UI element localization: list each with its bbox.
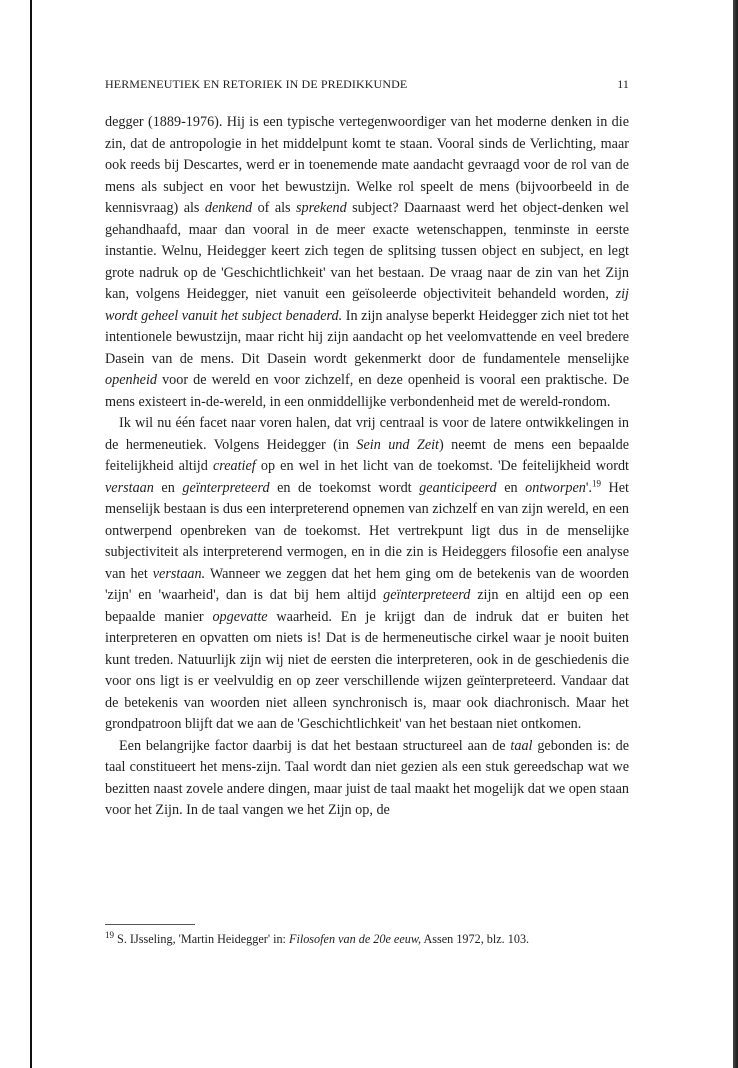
footnote-marker: 19: [591, 477, 601, 488]
italic-text: geanticipeerd: [419, 479, 497, 496]
text-run: waarheid. En je krijgt dan de indruk dat er buiten het interpreteren en opvatten om niets is! Dat is de hermeneutische cirkel waar je nooit buiten kunt treden. Natuurlijk zijn wij niet de eersten die interpreteren, ook in de geschiedenis die voor ons ligt is er veelvuldig en op zeer verschillende wijzen geïnterpreteerd. Vandaar dat de betekenis van woorden niet alleen synchronisch is, maar ook diachronisch. Maar het grondpatroon blijft dat we aan de 'Geschichtlichkeit' van het bestaan niet ontkomen.: [105, 608, 629, 732]
text-run: zijn en altijd een op een bepaalde manier: [105, 587, 629, 625]
text-run: op en wel in het licht van de toekomst. 'De feitelijkheid wordt: [255, 458, 629, 474]
text-run: en: [496, 479, 526, 496]
text-run: S. IJsseling, 'Martin Heidegger' in:: [114, 932, 289, 946]
text-run: degger (1889-1976). Hij is een typische vertegenwoordiger van het moderne denken in die zin, dat de antropologie in het middelpunt komt te staan. Vooral sinds de Verlichting, maar ook reeds bij Descartes, werd er in toenemende mate aandacht gevraagd voor de rol van de mens als subject en voor het bewustzijn. Welke rol speelt de mens (bijvoorbeeld in de kennisvraag) als: [105, 114, 629, 216]
text-run: en de toekomst wordt: [269, 479, 420, 496]
italic-text: verstaan.: [152, 565, 206, 582]
text-run: of als: [252, 200, 296, 216]
paragraph: [105, 736, 629, 822]
text-run: gebonden is: de taal constitueert het mens-zijn. Taal wordt dan niet gezien als een stuk gereedschap wat we bezitten naast zovele andere dingen, maar juist de taal maakt het mogelijk dat we open staan voor het Zijn. In de taal vangen we het Zijn op, de: [105, 737, 630, 818]
italic-text: Filosofen van de 20e eeuw,: [289, 932, 422, 946]
paragraph: [105, 112, 629, 413]
footnote-rule: [105, 924, 195, 925]
text-run: '.: [585, 479, 592, 496]
text-run: Een belangrijke factor daarbij is dat het bestaan structureel aan de: [119, 737, 511, 754]
text-run: ) neemt de mens een bepaalde feitelijkheid altijd: [105, 436, 630, 474]
page-number: 11: [617, 77, 629, 91]
italic-text: geïnterpreteerd: [182, 479, 270, 496]
italic-text: sprekend: [296, 200, 347, 216]
body-text: [105, 112, 629, 822]
italic-text: geïnterpreteerd: [383, 587, 471, 603]
italic-text: zij wordt geheel vanuit het subject benaderd.: [105, 286, 629, 324]
italic-text: Sein und Zeit: [356, 436, 440, 453]
footnote: [105, 931, 665, 947]
text-run: In zijn analyse beperkt Heidegger zich niet tot het intentionele bewustzijn, maar richt hij zijn aandacht op het veelomvattende en veel bredere Dasein van de mens. Dit Dasein wordt gekenmerkt door de fundamentele menselijke: [105, 307, 629, 367]
text-run: subject? Daarnaast werd het object-denken wel gehandhaafd, maar dan vooral in de meer exacte wetenschappen, tenminste in eerste instantie. Welnu, Heidegger keert zich tegen de splitsing tussen object en subject, en legt grote nadruk op de 'Geschichtlichkeit' van het bestaan. De vraag naar de zin van het Zijn kan, volgens Heidegger, niet vanuit een geïsoleerde objectiviteit behandeld worden,: [105, 200, 629, 302]
italic-text: verstaan: [105, 479, 154, 496]
page-left-edge: [30, 0, 32, 1068]
page-right-edge: [733, 0, 738, 1068]
text-run: Het menselijk bestaan is dus een interpreterend opnemen van zichzelf en van zijn wereld, en een ontwerpend openbreken van de toekomst. Het vertrekpunt ligt dus in de menselijke subjectiviteit als interpreterend vermogen, en in die zin is Heideggers filosofie een analyse van het: [105, 479, 629, 582]
page: [105, 77, 629, 822]
italic-text: opgevatte: [212, 608, 268, 625]
italic-text: ontworpen: [525, 479, 586, 496]
italic-text: denkend: [204, 200, 253, 216]
running-head: [105, 77, 629, 91]
text-run: voor de wereld en voor zichzelf, en deze openheid is vooral een praktische. De mens existeert in-de-wereld, in een onmiddellijke verbondenheid met de wereld-rondom.: [105, 372, 629, 410]
italic-text: openheid: [105, 372, 158, 388]
text-run: Assen 1972, blz. 103.: [421, 932, 530, 946]
italic-text: taal: [510, 737, 533, 754]
text-run: Wanneer we zeggen dat het hem ging om de betekenis van de woorden 'zijn' en 'waarheid', dan is dat bij hem altijd: [105, 565, 629, 603]
paragraph: [105, 413, 629, 736]
italic-text: creatief: [212, 458, 256, 474]
footnote-marker: 19: [105, 929, 114, 940]
text-run: Ik wil nu één facet naar voren halen, dat vrij centraal is voor de latere ontwikkelingen in de hermeneutiek. Volgens Heidegger (in: [105, 415, 629, 453]
running-head-title: HERMENEUTIEK EN RETORIEK IN DE PREDIKKUNDE: [105, 77, 408, 91]
text-run: en: [153, 479, 183, 496]
